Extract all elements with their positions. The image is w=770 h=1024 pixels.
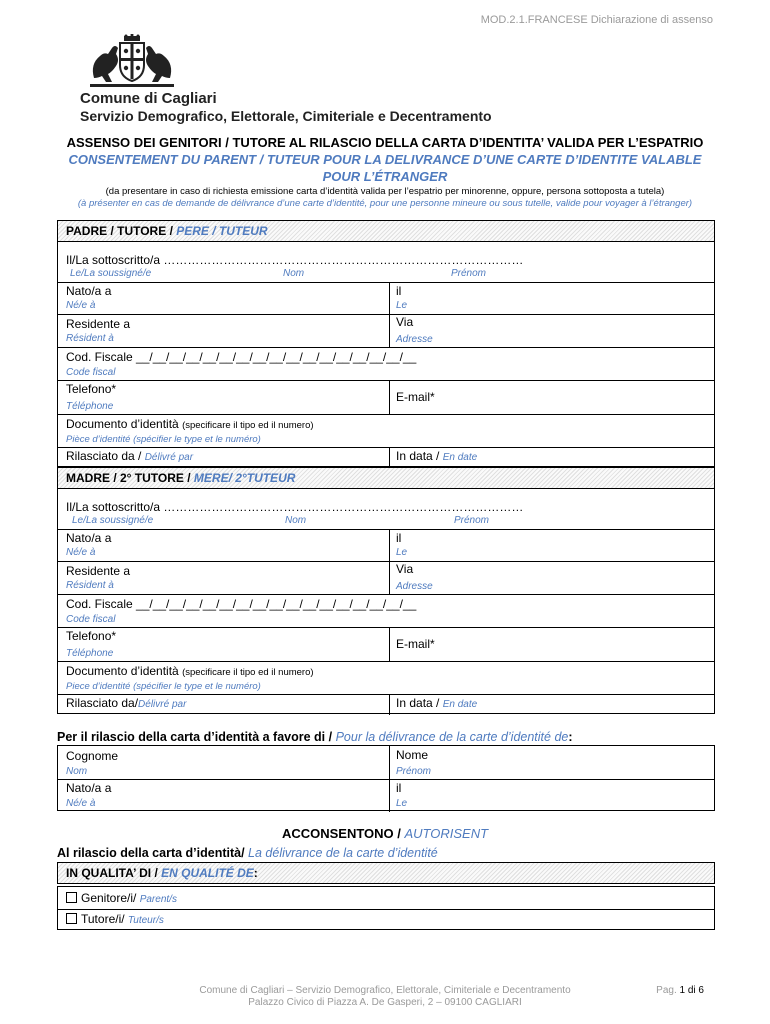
tutor-option-label: Tutore/i/	[81, 912, 128, 926]
page-prefix: Pag.	[656, 985, 680, 996]
instruction-note-it: (da presentare in caso di richiesta emissione carta d’identità valida per l’espatrio per minorenne, oppure, persona sottoposta a tutela)	[105, 186, 665, 197]
mother-form-box	[57, 488, 715, 714]
father-issued-label: Rilasciato da /	[66, 449, 145, 463]
organization-name: Comune di Cagliari	[80, 90, 217, 107]
tutor-option[interactable]	[66, 912, 164, 926]
father-header-fr: PERE / TUTEUR	[176, 224, 268, 238]
father-email-field[interactable]: E-mail*	[396, 390, 435, 404]
father-id-document-field[interactable]	[66, 417, 314, 431]
tutor-checkbox[interactable]	[66, 913, 77, 924]
mother-undersigned-field[interactable]: Il/La sottoscritto/a ………………………………………………………………………………	[66, 500, 524, 514]
quality-header-colon: :	[253, 866, 258, 880]
beneficiary-birthdate-fr: Le	[396, 798, 408, 809]
father-residence-fr: Résident à	[66, 333, 114, 344]
mother-header-fr: MERE/ 2°TUTEUR	[193, 471, 296, 485]
father-street-fr: Adresse	[396, 334, 433, 345]
parent-option-label: Genitore/i/	[81, 891, 140, 905]
mother-residence-field[interactable]: Residente a	[66, 564, 131, 578]
instruction-note-fr: (à présenter en cas de demande de délivrance d’une carte d’identité, pour une personne mineure ou sous tutelle, valide pour voyager à l’étranger)	[77, 198, 693, 209]
parent-checkbox[interactable]	[66, 892, 77, 903]
consent-heading-it: ACCONSENTONO /	[281, 826, 405, 841]
mother-prenom-label: Prénom	[454, 515, 490, 526]
mother-birthplace-field[interactable]: Nato/a a	[66, 531, 112, 545]
mother-issue-date-field[interactable]	[396, 696, 477, 710]
mother-birthdate-fr: Le	[396, 547, 408, 558]
father-birthplace-field[interactable]: Nato/a a	[66, 284, 112, 298]
tutor-option-fr: Tuteur/s	[127, 915, 164, 926]
beneficiary-name-fr: Prénom	[396, 766, 432, 777]
mother-tax-code-fr: Code fiscal	[66, 614, 116, 625]
city-coat-of-arms-logo	[86, 34, 178, 90]
consent-subheading	[57, 846, 438, 860]
father-date-label: In data /	[396, 449, 443, 463]
mother-doc-label: Documento d’identità	[66, 664, 179, 678]
father-doc-note: (specificare il tipo ed il numero)	[182, 420, 314, 431]
mother-nom-label: Nom	[285, 515, 307, 526]
beneficiary-form-box	[57, 745, 715, 811]
mother-birthdate-field[interactable]: il	[396, 531, 402, 545]
document-title-it: ASSENSO DEI GENITORI / TUTORE AL RILASCIO DELLA CARTA D’IDENTITA’ VALIDA PER L’ESPATRIO	[66, 135, 704, 150]
beneficiary-heading	[57, 730, 573, 744]
page-count: 1 di 6	[679, 985, 704, 996]
father-nom-label: Nom	[283, 268, 305, 279]
mother-email-field[interactable]: E-mail*	[396, 637, 435, 651]
father-tax-code-field[interactable]: Cod. Fiscale __/__/__/__/__/__/__/__/__/__/__/__/__/__/__/__/__	[66, 350, 417, 364]
father-doc-label: Documento d’identità	[66, 417, 179, 431]
consent-sub-it: Al rilascio della carta d’identità/	[57, 846, 249, 860]
mother-date-label: In data /	[396, 696, 443, 710]
father-residence-field[interactable]: Residente a	[66, 317, 131, 331]
mother-issued-by-field[interactable]	[66, 696, 186, 710]
beneficiary-heading-it: Per il rilascio della carta d’identità a favore di /	[57, 730, 336, 744]
quality-header-fr: EN QUALITÉ DE	[161, 866, 254, 880]
parent-option-fr: Parent/s	[139, 894, 177, 905]
father-issued-by-field[interactable]	[66, 449, 193, 463]
document-title-fr-line2: POUR L’ÉTRANGER	[322, 169, 448, 184]
father-birthdate-field[interactable]: il	[396, 284, 402, 298]
quality-header-it: IN QUALITA’ DI /	[66, 866, 162, 880]
mother-street-field[interactable]: Via	[396, 562, 414, 576]
beneficiary-birthplace-field[interactable]: Nato/a a	[66, 781, 112, 795]
father-tax-code-fr: Code fiscal	[66, 367, 116, 378]
mother-doc-note: (specificare il tipo ed il numero)	[182, 667, 314, 678]
beneficiary-birthdate-field[interactable]: il	[396, 781, 402, 795]
mother-id-document-field[interactable]	[66, 664, 314, 678]
father-section-header	[57, 220, 715, 242]
footer-line1: Comune di Cagliari – Servizio Demografico, Elettorale, Cimiteriale e Decentramento	[199, 985, 571, 996]
document-title-fr-line1: CONSENTEMENT DU PARENT / TUTEUR POUR LA DELIVRANCE D’UNE CARTE D’IDENTITE VALABLE	[68, 152, 702, 167]
mother-doc-fr: Piece d’identité (spécifier le type et le numéro)	[66, 681, 261, 692]
mother-date-fr: En date	[442, 699, 478, 710]
father-birthdate-fr: Le	[396, 300, 408, 311]
mother-section-header	[57, 467, 715, 489]
consent-heading-fr: AUTORISENT	[404, 826, 489, 841]
module-code: MOD.2.1.FRANCESE Dichiarazione di assenso	[480, 14, 713, 26]
mother-header-it: MADRE / 2° TUTORE /	[66, 471, 194, 485]
footer-line2: Palazzo Civico di Piazza A. De Gasperi, 2 – 09100 CAGLIARI	[248, 997, 522, 1008]
beneficiary-heading-fr: Pour la délivrance de la carte d’identité de	[335, 730, 569, 744]
mother-issued-fr: Délivré par	[138, 699, 187, 710]
father-phone-fr: Téléphone	[66, 401, 114, 412]
beneficiary-heading-colon: :	[568, 730, 573, 744]
father-issued-fr: Délivré par	[144, 452, 194, 463]
beneficiary-name-field[interactable]: Nome	[396, 748, 429, 762]
mother-undersigned-fr: Le/La soussigné/e	[72, 515, 154, 526]
mother-phone-field[interactable]: Telefono*	[66, 629, 117, 643]
father-undersigned-field[interactable]: Il/La sottoscritto/a ………………………………………………………………………………	[66, 253, 524, 267]
father-form-box	[57, 241, 715, 467]
father-birthplace-fr: Né/e à	[66, 300, 96, 311]
father-phone-field[interactable]: Telefono*	[66, 382, 117, 396]
mother-phone-fr: Téléphone	[66, 648, 114, 659]
father-header-it: PADRE / TUTORE /	[66, 224, 177, 238]
father-undersigned-fr: Le/La soussigné/e	[70, 268, 152, 279]
page-number	[656, 985, 704, 996]
consent-heading	[0, 826, 770, 841]
mother-street-fr: Adresse	[396, 581, 433, 592]
father-street-field[interactable]: Via	[396, 315, 414, 329]
quality-section-header	[57, 862, 715, 884]
organization-department: Servizio Demografico, Elettorale, Cimiteriale e Decentramento	[80, 108, 492, 124]
quality-options-box	[57, 886, 715, 930]
parent-option[interactable]	[66, 891, 177, 905]
father-prenom-label: Prénom	[451, 268, 487, 279]
beneficiary-birthplace-fr: Né/e à	[66, 798, 96, 809]
father-issue-date-field[interactable]	[396, 449, 477, 463]
mother-tax-code-field[interactable]: Cod. Fiscale __/__/__/__/__/__/__/__/__/__/__/__/__/__/__/__/__	[66, 597, 417, 611]
father-doc-fr: Pièce d’identité (spécifier le type et le numéro)	[66, 434, 261, 445]
beneficiary-surname-fr: Nom	[66, 766, 88, 777]
mother-residence-fr: Résident à	[66, 580, 114, 591]
beneficiary-surname-field[interactable]: Cognome	[66, 749, 119, 763]
consent-sub-fr: La délivrance de la carte d’identité	[248, 846, 438, 860]
mother-issued-label: Rilasciato da/	[66, 696, 139, 710]
father-date-fr: En date	[442, 452, 478, 463]
mother-birthplace-fr: Né/e à	[66, 547, 96, 558]
